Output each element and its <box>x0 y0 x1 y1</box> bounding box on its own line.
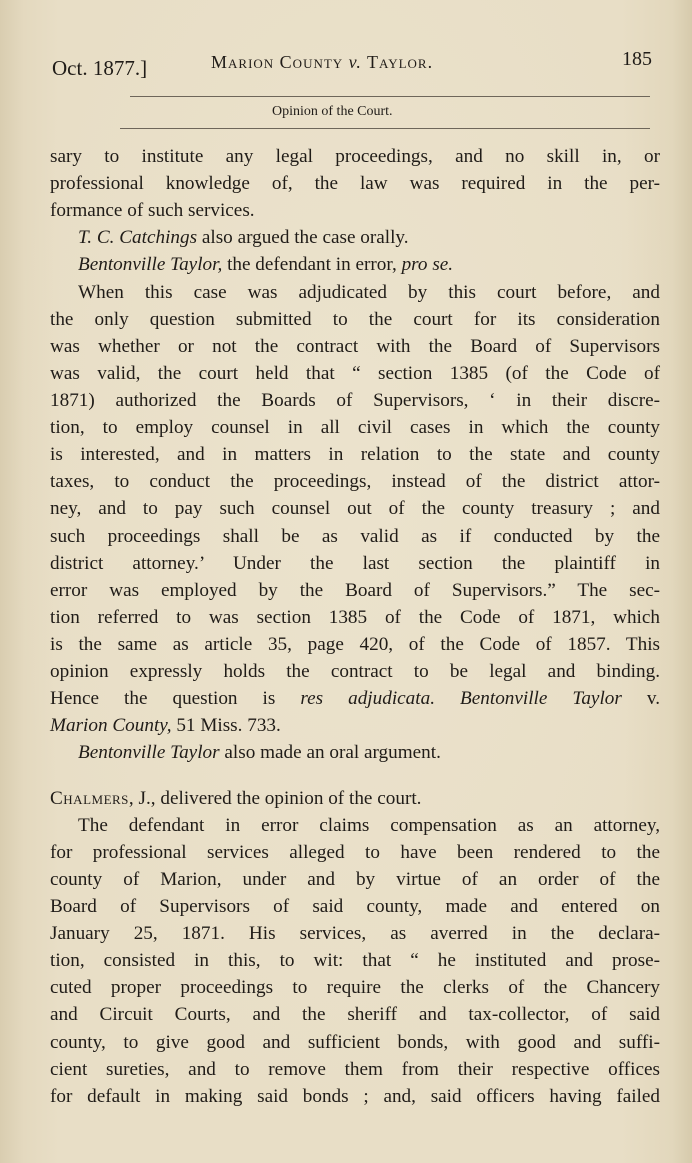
header-title-versus: v. <box>348 52 362 72</box>
text-line: such proceedings shall be as valid as if conducted by the <box>50 525 660 547</box>
roman-text: Hence the question is <box>50 688 301 710</box>
text-line: Board of Supervisors of said county, made and entered on <box>50 895 660 917</box>
header-rule-top <box>130 96 650 97</box>
text-line: was whether or not the contract with the Board of Supervisors <box>50 335 660 357</box>
roman-text: the defendant in error, <box>222 254 402 276</box>
text-line: tion referred to was section 1385 of the Code of 1871, which <box>50 606 660 628</box>
text-line: ney, and to pay such counsel out of the county treasury ; and <box>50 498 660 520</box>
text-line: cient sureties, and to remove them from their respective offices <box>50 1058 660 1080</box>
header-title-party-1: Marion County <box>211 52 344 72</box>
text-line <box>50 251 660 278</box>
text-line: error was employed by the Board of Supervisors.” The sec- <box>50 579 660 601</box>
text-line: is interested, and in matters in relation to the state and county <box>50 444 660 466</box>
italic-text: Bentonville Taylor <box>78 742 220 764</box>
italic-text: pro se. <box>401 254 454 276</box>
text-line: was valid, the court held that “ section 1385 (of the Code of <box>50 362 660 384</box>
roman-text: v. <box>621 688 661 710</box>
text-line: opinion expressly holds the contract to be legal and binding. <box>50 661 660 683</box>
roman-text: also made an oral argument. <box>219 742 441 764</box>
roman-text: also argued the case orally. <box>197 227 409 249</box>
header-rule-bottom <box>120 128 650 129</box>
text-line <box>50 785 660 812</box>
roman-text: , J., delivered the opinion of the court. <box>128 787 422 809</box>
text-line <box>50 224 660 251</box>
text-line: professional knowledge of, the law was required in the per- <box>50 173 660 195</box>
text-line: for default in making said bonds ; and, said officers having failed <box>50 1085 660 1107</box>
italic-text: Bentonville Taylor, <box>78 254 223 276</box>
text-line: formance of such services. <box>50 200 255 222</box>
text-line: is the same as article 35, page 420, of the Code of 1857. This <box>50 633 660 655</box>
text-line: 1871) authorized the Boards of Supervisors, ‘ in their discre- <box>50 389 660 411</box>
roman-text <box>435 688 460 709</box>
roman-text: 51 Miss. 733. <box>171 715 281 737</box>
text-line: cuted proper proceedings to require the clerks of the Chancery <box>50 977 660 999</box>
text-line: the only question submitted to the court for its consideration <box>50 308 660 330</box>
text-line: When this case was adjudicated by this court before, and <box>78 281 660 303</box>
section-subheading: Opinion of the Court. <box>272 104 393 119</box>
text-line: sary to institute any legal proceedings, and no skill in, or <box>50 146 660 167</box>
italic-text: T. C. Catchings <box>78 227 198 249</box>
text-line: tion, consisted in this, to wit: that “ he instituted and prose- <box>50 950 660 972</box>
text-line: for professional services alleged to have been rendered to the <box>50 841 660 863</box>
italic-text: res adjudicata. <box>300 688 435 710</box>
text-line: tion, to employ counsel in all civil cases in which the county <box>50 417 660 439</box>
page-number: 185 <box>622 48 652 70</box>
text-line <box>50 712 660 739</box>
text-line: county, to give good and sufficient bonds, with good and suffi- <box>50 1031 660 1053</box>
text-line: The defendant in error claims compensation as an attorney, <box>78 814 660 836</box>
header-title-party-2: Taylor. <box>367 52 434 72</box>
italic-text: Bentonville Taylor <box>460 688 622 710</box>
opinion-body-text <box>50 143 660 1110</box>
running-header <box>52 44 652 84</box>
text-line: taxes, to conduct the proceedings, instead of the district attor- <box>50 471 660 493</box>
text-line: district attorney.’ Under the last section the plaintiff in <box>50 552 660 574</box>
text-line: and Circuit Courts, and the sheriff and tax-collector, of said <box>50 1004 660 1026</box>
paragraph-gap <box>50 767 660 785</box>
italic-text: Marion County, <box>50 715 172 737</box>
text-line: January 25, 1871. His services, as averred in the declara- <box>50 923 660 945</box>
header-date: Oct. 1877.] <box>52 56 148 80</box>
small-caps-text: Chalmers <box>50 787 129 809</box>
header-case-title <box>211 52 433 73</box>
text-line <box>50 739 660 766</box>
text-line: county of Marion, under and by virtue of an order of the <box>50 868 660 890</box>
text-line <box>50 685 660 712</box>
